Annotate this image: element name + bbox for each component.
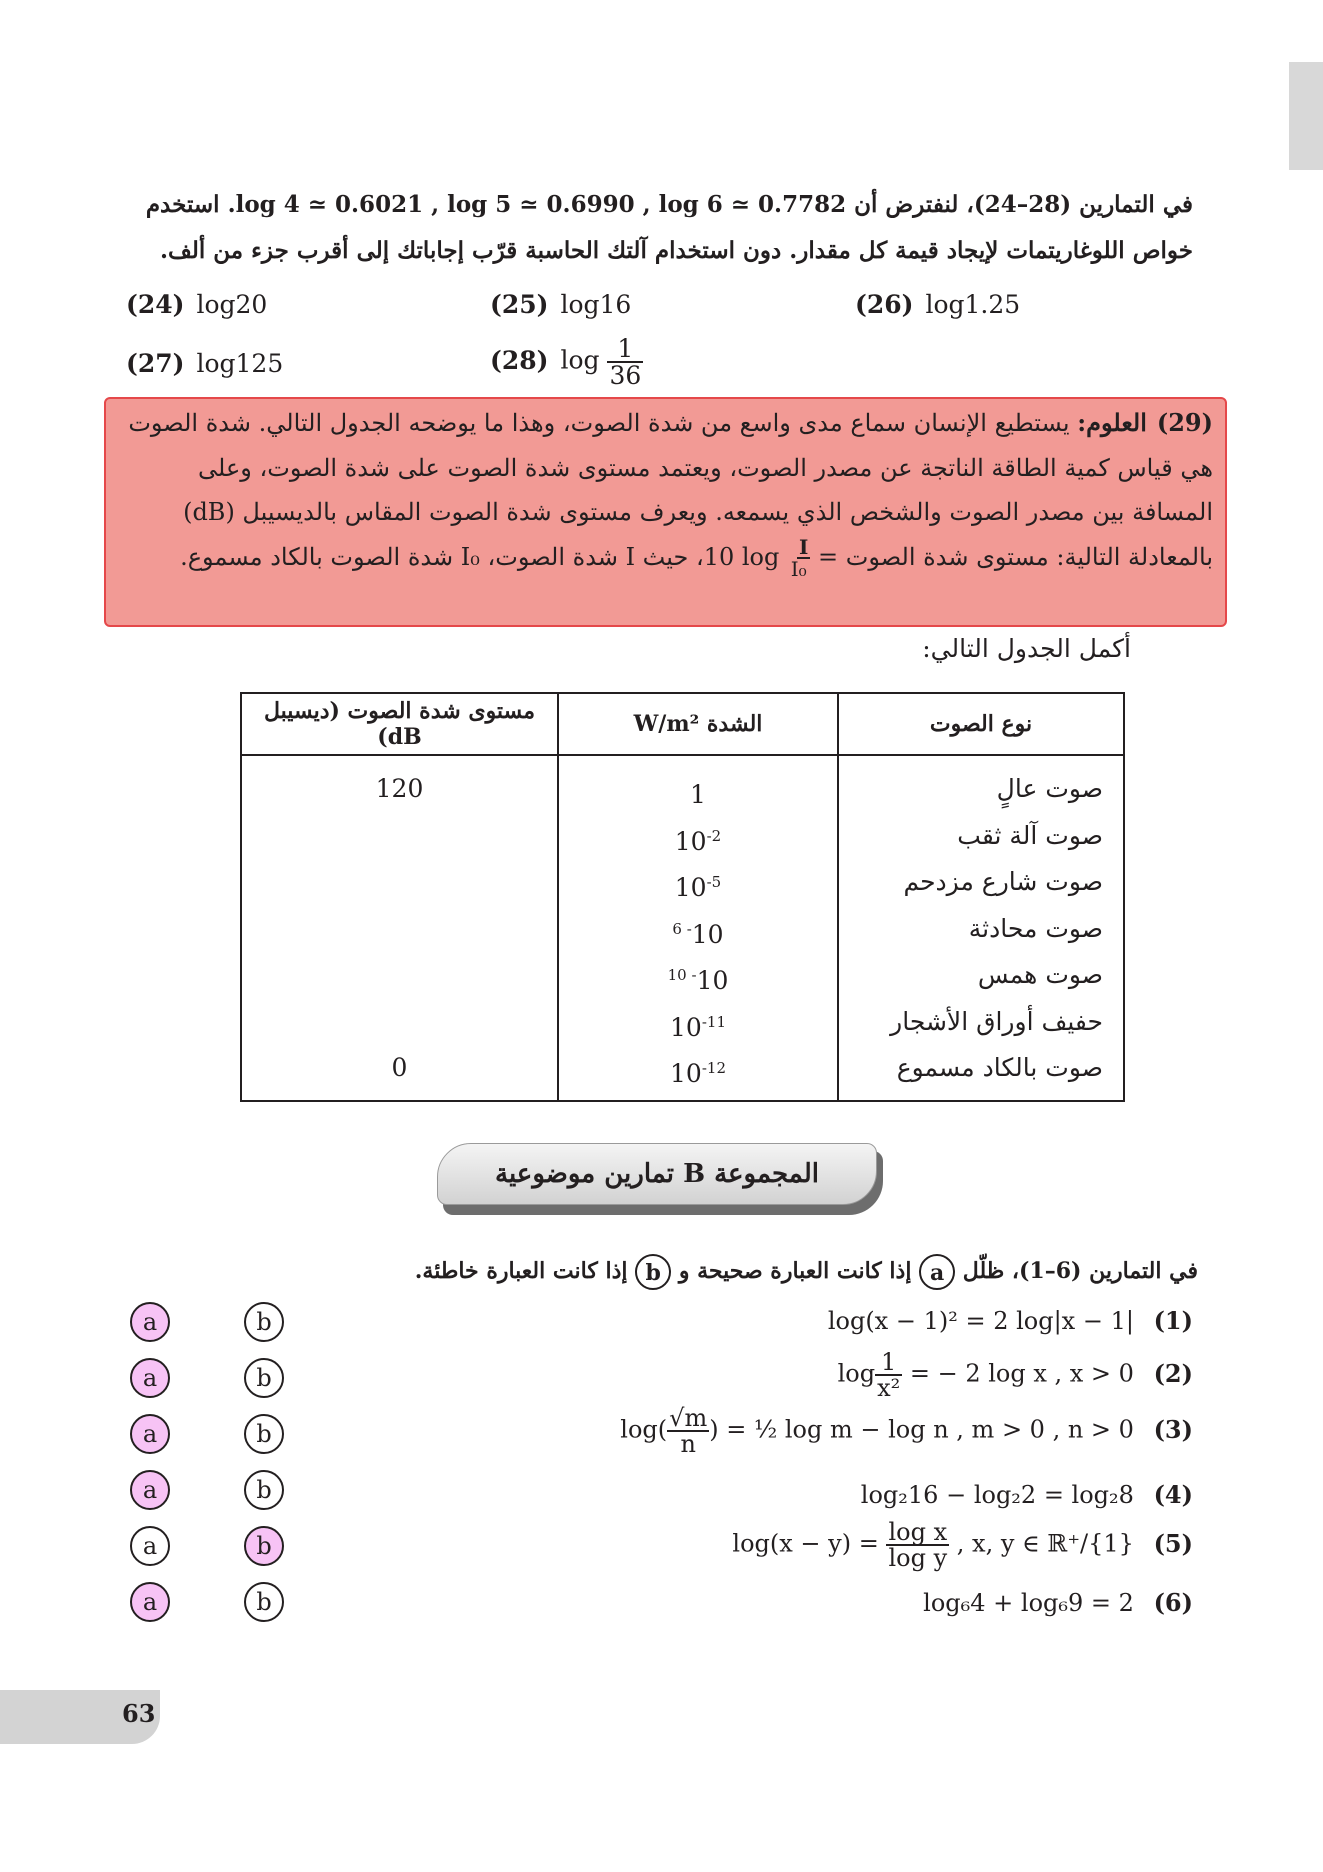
table-cell[interactable] bbox=[242, 813, 557, 860]
table-cell: $10^{- 10}$ bbox=[667, 966, 729, 995]
choice-b-4[interactable]: b bbox=[244, 1470, 284, 1510]
statement-3: log( $\frac{√m}{n}$ ) = ½ log m − log n , m > 0 , n > 0 (3) bbox=[620, 1404, 1193, 1458]
table-cell: 1 bbox=[690, 780, 706, 809]
intensity-column bbox=[558, 755, 838, 1101]
table-cell: صوت عالٍ bbox=[996, 774, 1103, 803]
intro-text-b: . استخدم خواص اللوغاريتمات لإيجاد قيمة كل مقدار. دون استخدام آلتك الحاسبة قرّب إجاباتك إلى أقرب جزء من ألف. bbox=[145, 191, 1193, 264]
table-cell[interactable] bbox=[242, 859, 557, 906]
group-b-banner bbox=[437, 1143, 883, 1215]
page-number: 63 bbox=[122, 1699, 156, 1728]
group-b-title: المجموعة B تمارين موضوعية bbox=[437, 1143, 877, 1205]
choice-b-3[interactable]: b bbox=[244, 1414, 284, 1454]
header-level: مستوى شدة الصوت (ديسيبل dB) bbox=[241, 693, 558, 755]
exercise-27: (27) log125 bbox=[126, 349, 284, 378]
problem-29-text: (29)العلوم: يستطيع الإنسان سماع مدى واسع من شدة الصوت، وهذا ما يوضحه الجدول التالي. شدة الصوت هي قياس كمية الطاقة الناتجة عن مصدر الصوت، ويعتمد مستوى شدة الصوت على شدة الصوت، وعلى المسافة بين مصدر الصوت والشخص الذي يسمعه. ويعرف مستوى شدة الصوت المقاس بالديسيبل (dB) بالمعادلة التالية: مستوى شدة الصوت = 10 log $\frac{I}{\text{I₀}}$ ، حيث I شدة الصوت، I₀ شدة الصوت بالكاد مسموع. bbox=[128, 408, 1213, 581]
choice-b-5[interactable]: b bbox=[244, 1526, 284, 1566]
exercise-26: (26) log1.25 bbox=[855, 290, 1021, 319]
choice-a-1[interactable]: a bbox=[130, 1302, 170, 1342]
table-cell: $10^{-2}$ bbox=[674, 826, 722, 856]
intro-log-values: log 4 ≃ 0.6021 , log 5 ≃ 0.6990 , log 6 ≃ 0.7782 bbox=[235, 191, 847, 218]
table-cell: $10^{-11}$ bbox=[670, 1012, 726, 1042]
table-cell: صوت محادثة bbox=[968, 913, 1103, 943]
choice-b-1[interactable]: b bbox=[244, 1302, 284, 1342]
option-a-icon: a bbox=[919, 1254, 955, 1290]
table-cell: صوت بالكاد مسموع bbox=[896, 1053, 1103, 1082]
table-cell: $10^{- 6}$ bbox=[672, 919, 724, 949]
type-column bbox=[838, 755, 1124, 1101]
option-b-icon: b bbox=[635, 1254, 671, 1290]
statement-5: log(x − y) = $\frac{\text{log x}}{\text{log y}}$ , x, y ∈ ℝ⁺/{1} (5) bbox=[732, 1518, 1193, 1572]
exercise-25: (25) log16 bbox=[490, 290, 632, 319]
table-cell[interactable] bbox=[242, 999, 557, 1046]
table-cell[interactable] bbox=[242, 952, 557, 999]
choice-a-6[interactable]: a bbox=[130, 1582, 170, 1622]
decibel-formula: 10 log $\frac{I}{\text{I₀}}$ bbox=[703, 535, 809, 581]
header-type: نوع الصوت bbox=[838, 693, 1124, 755]
intro-text-a: في التمارين (28–24)، لنفترض أن bbox=[854, 191, 1193, 218]
table-cell[interactable] bbox=[242, 906, 557, 953]
choice-b-6[interactable]: b bbox=[244, 1582, 284, 1622]
sound-table bbox=[240, 692, 1125, 1102]
exercise-28-fraction: $\frac{1}{36}$ bbox=[609, 334, 642, 390]
exercise-28: (28) log $\frac{1}{36}$ bbox=[490, 334, 642, 390]
header-intensity: الشدة W/m² bbox=[558, 693, 838, 755]
table-cell: حفيف أوراق الأشجار bbox=[890, 1006, 1103, 1036]
choice-b-2[interactable]: b bbox=[244, 1358, 284, 1398]
objective-instructions: في التمارين (6–1)، ظلّل a إذا كانت العبارة صحيحة و b إذا كانت العبارة خاطئة. bbox=[415, 1254, 1198, 1290]
statement-4: log₂16 − log₂2 = log₂8 (4) bbox=[860, 1480, 1193, 1509]
table-cell: $10^{-12}$ bbox=[670, 1059, 726, 1088]
statement-6: log₆4 + log₆9 = 2 (6) bbox=[923, 1588, 1193, 1617]
statement-2: log $\frac{1}{\text{x²}}$ = − 2 log x , x > 0 (2) bbox=[837, 1348, 1193, 1402]
table-cell: صوت همس bbox=[977, 960, 1103, 989]
table-cell: صوت آلة ثقب bbox=[957, 820, 1103, 850]
level-column bbox=[241, 755, 558, 1101]
choice-a-3[interactable]: a bbox=[130, 1414, 170, 1454]
table-cell[interactable]: 120 bbox=[375, 774, 424, 803]
exercise-24: (24) log20 bbox=[126, 290, 268, 319]
intro-paragraph bbox=[128, 182, 1193, 274]
choice-a-2[interactable]: a bbox=[130, 1358, 170, 1398]
table-cell: صوت شارع مزدحم bbox=[903, 867, 1103, 896]
table-cell: $10^{-5}$ bbox=[674, 873, 722, 902]
side-tab bbox=[1289, 62, 1323, 170]
statement-1: log(x − 1)² = 2 log|x − 1| (1) bbox=[827, 1306, 1193, 1335]
table-cell[interactable]: 0 bbox=[391, 1053, 408, 1082]
complete-table-prompt: أكمل الجدول التالي: bbox=[922, 634, 1131, 663]
choice-a-5[interactable]: a bbox=[130, 1526, 170, 1566]
choice-a-4[interactable]: a bbox=[130, 1470, 170, 1510]
